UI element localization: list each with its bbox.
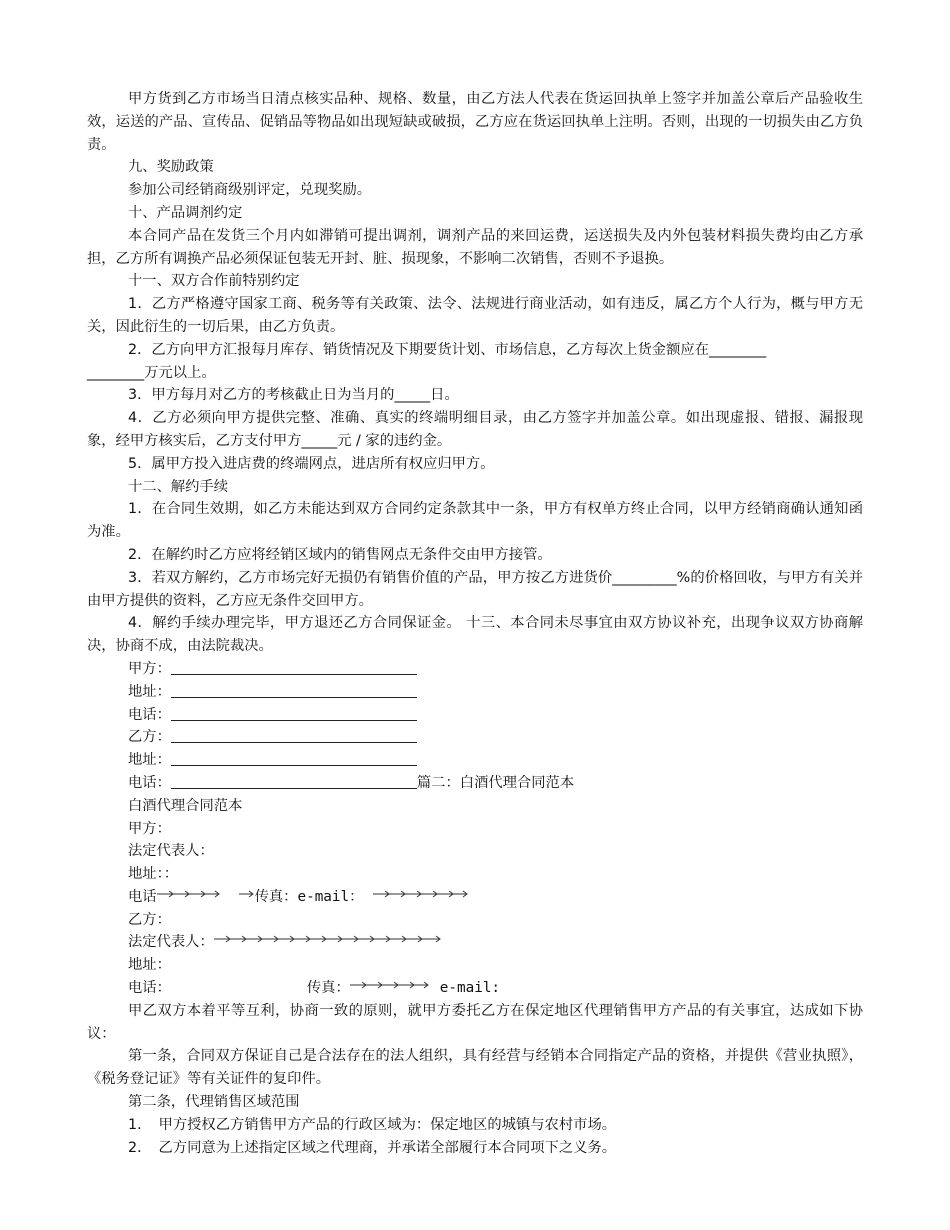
section11-item1: 1．乙方严格遵守国家工商、税务等有关政策、法令、法规进行商业活动，如有违反，属乙方个人行为，概与甲方无关，因此衍生的一切后果，由乙方负责。 — [87, 296, 863, 335]
signature-phone-a-blank — [171, 706, 417, 721]
section11-item2-line1: 2．乙方向甲方汇报每月库存、销货情况及下期要货计划、市场信息，乙方每次上货金额应在________ — [128, 341, 767, 358]
contract2-party-b: 乙方： — [128, 911, 171, 928]
contract2-legal-rep-b-label: 法定代表人： — [128, 934, 214, 951]
contract2-fax-a-label: 传真： — [254, 888, 298, 905]
section12-heading: 十二、解约手续 — [128, 478, 229, 495]
signature-address-a-blank — [171, 683, 417, 698]
contract2-intro: 甲乙双方本着平等互利，协商一致的原则，就甲方委托乙方在保定地区代理销售甲方产品的有关事宜，达成如下协议： — [87, 1002, 863, 1042]
signature-party-b — [87, 726, 863, 749]
signature-phone-b — [87, 772, 863, 795]
next-article-title: 篇二：白酒代理合同范本 — [416, 774, 575, 791]
section11-heading: 十一、双方合作前特别约定 — [128, 273, 300, 290]
section10-paragraph: 本合同产品在发货三个月内如滞销可提出调剂，调剂产品的来回运费，运送损失及内外包装材料损失费均由乙方承担，乙方所有调换产品必须保证包装无开封、脏、损现象，不影响二次销售，否则不予退换。 — [87, 227, 863, 267]
contract2-phone-fax-line-b — [87, 977, 863, 1000]
contract2-party-a: 甲方： — [128, 820, 171, 837]
contract2-title: 白酒代理合同范本 — [128, 797, 243, 814]
signature-address-b-blank — [171, 751, 417, 766]
contract2-article2-item1: 1． 甲方授权乙方销售甲方产品的行政区域为：保定地区的城镇与农村市场。 — [128, 1116, 617, 1133]
contract2-article2-item2: 2． 乙方同意为上述指定区域之代理商，并承诺全部履行本合同项下之义务。 — [128, 1139, 617, 1156]
contract2-phone-fax-line-a — [87, 886, 863, 909]
signature-address-b — [87, 749, 863, 772]
contract2-address-b: 地址： — [128, 957, 171, 974]
section12-item2: 2．在解约时乙方应将经销区域内的销售网点无条件交由甲方接管。 — [128, 546, 552, 563]
contract2-legal-rep-b-line — [87, 931, 863, 954]
section9-paragraph: 参加公司经销商级别评定，兑现奖励。 — [128, 182, 372, 199]
section11-item2-line2: ________万元以上。 — [87, 364, 216, 381]
section11-item5: 5．属甲方投入进店费的终端网点，进店所有权应归甲方。 — [128, 455, 495, 472]
section12-item1: 1．在合同生效期，如乙方未能达到双方合同约定条款其中一条，甲方有权单方终止合同，以甲方经销商确认通知函为准。 — [87, 501, 863, 541]
section11-item4: 4．乙方必须向甲方提供完整、准确、真实的终端明细目录，由乙方签字并加盖公章。如出现虚报、错报、漏报现象，经甲方核实后，乙方支付甲方_____元 / 家的违约金。 — [87, 410, 863, 449]
contract2-email-b-label: e-mail: — [439, 980, 501, 997]
contract2-article1: 第一条，合同双方保证自己是合法存在的法人组织，具有经营与经销本合同指定产品的资格，并提供《营业执照》，《税务登记证》等有关证件的复印件。 — [87, 1048, 863, 1088]
signature-address-b-label: 地址： — [128, 752, 171, 769]
tab-arrow-icon — [214, 934, 442, 944]
signature-party-a-label: 甲方： — [128, 660, 171, 677]
section10-heading: 十、产品调剂约定 — [128, 204, 243, 221]
tab-arrow-icon — [239, 889, 255, 899]
section12-item3: 3．若双方解约，乙方市场完好无损仍有销售价值的产品，甲方按乙方进货价_________%的价格回收，与甲方有关并由甲方提供的资料，乙方应无条件交回甲方。 — [87, 569, 863, 609]
document-body — [87, 88, 863, 1159]
section11-item3: 3．甲方每月对乙方的考核截止日为当月的_____日。 — [128, 387, 459, 404]
contract2-phone-a-label: 电话 — [128, 888, 157, 905]
contract2-phone-b-label: 电话： — [128, 980, 171, 997]
signature-party-a — [87, 658, 863, 681]
tab-arrow-icon — [157, 889, 221, 899]
signature-phone-b-label: 电话： — [128, 774, 171, 791]
contract2-article2-heading: 第二条，代理销售区域范围 — [128, 1094, 300, 1111]
signature-phone-b-blank — [171, 774, 417, 789]
signature-party-a-blank — [171, 660, 417, 675]
signature-address-a-label: 地址： — [128, 683, 171, 700]
signature-phone-a — [87, 704, 863, 727]
tab-arrow-icon — [373, 889, 469, 899]
signature-address-a — [87, 681, 863, 704]
contract2-fax-b-label: 传真： — [306, 980, 350, 997]
section8-paragraph: 甲方货到乙方市场当日清点核实品种、规格、数量，由乙方法人代表在货运回执单上签字并加盖公章后产品验收生效，运送的产品、宣传品、促销品等物品如出现短缺或破损，乙方应在货运回执单上注明。否则，出现的一切损失由乙方负责。 — [87, 91, 863, 153]
tab-arrow-icon — [350, 980, 430, 990]
contract2-email-a-label: e-mail： — [297, 888, 364, 905]
signature-party-b-blank — [171, 728, 417, 743]
contract2-legal-rep-a: 法定代表人： — [128, 843, 214, 860]
signature-party-b-label: 乙方： — [128, 729, 171, 746]
section9-heading: 九、奖励政策 — [128, 159, 214, 176]
signature-phone-a-label: 电话： — [128, 706, 171, 723]
contract2-address-a: 地址：： — [128, 866, 179, 883]
section12-item4: 4．解约手续办理完毕，甲方退还乙方合同保证金。 十三、本合同未尽事宜由双方协议补充，出现争议双方协商解决，协商不成，由法院裁决。 — [87, 615, 863, 655]
